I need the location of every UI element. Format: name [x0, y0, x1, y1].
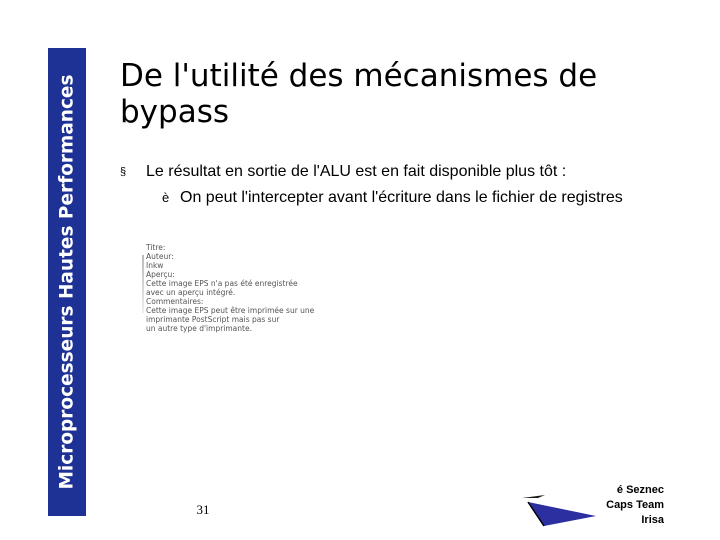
sidebar-title: Microprocesseurs Hautes Performances	[56, 74, 78, 490]
placeholder-line: Cette image EPS peut être imprimée sur une	[146, 306, 315, 315]
credit-line: é Seznec	[616, 484, 664, 496]
placeholder-line: Inkw	[146, 261, 164, 270]
caps-logo-icon	[520, 488, 600, 528]
arrow-bullet-icon: è	[162, 190, 170, 205]
logo-stroke	[522, 495, 545, 498]
placeholder-line: Commentaires:	[146, 297, 204, 306]
placeholder-line: Cette image EPS n'a pas été enregistrée	[146, 279, 298, 288]
placeholder-line: avec un aperçu intégré.	[146, 288, 236, 297]
placeholder-line: imprimante PostScript mais pas sur	[146, 315, 280, 324]
bullet-text: On peut l'intercepter avant l'écriture dans le fichier de registres	[180, 189, 623, 206]
placeholder-line: un autre type d'imprimante.	[146, 324, 252, 333]
placeholder-line: Auteur:	[146, 252, 174, 261]
bullet-text: Le résultat en sortie de l'ALU est en fait disponible plus tôt :	[146, 163, 567, 180]
placeholder-line: Aperçu:	[146, 270, 175, 279]
placeholder-line: Titre:	[146, 243, 166, 252]
slide-title: De l'utilité des mécanismes de bypass	[120, 58, 598, 130]
page-number: 31	[196, 502, 210, 517]
bullet-marker: §	[120, 166, 127, 178]
placeholder-edge	[142, 255, 144, 313]
credit-line: Caps Team	[606, 499, 664, 511]
logo-triangle	[528, 502, 596, 526]
credit-line: Irisa	[641, 514, 664, 526]
footer-credit	[606, 483, 664, 528]
eps-image-placeholder	[146, 243, 326, 333]
